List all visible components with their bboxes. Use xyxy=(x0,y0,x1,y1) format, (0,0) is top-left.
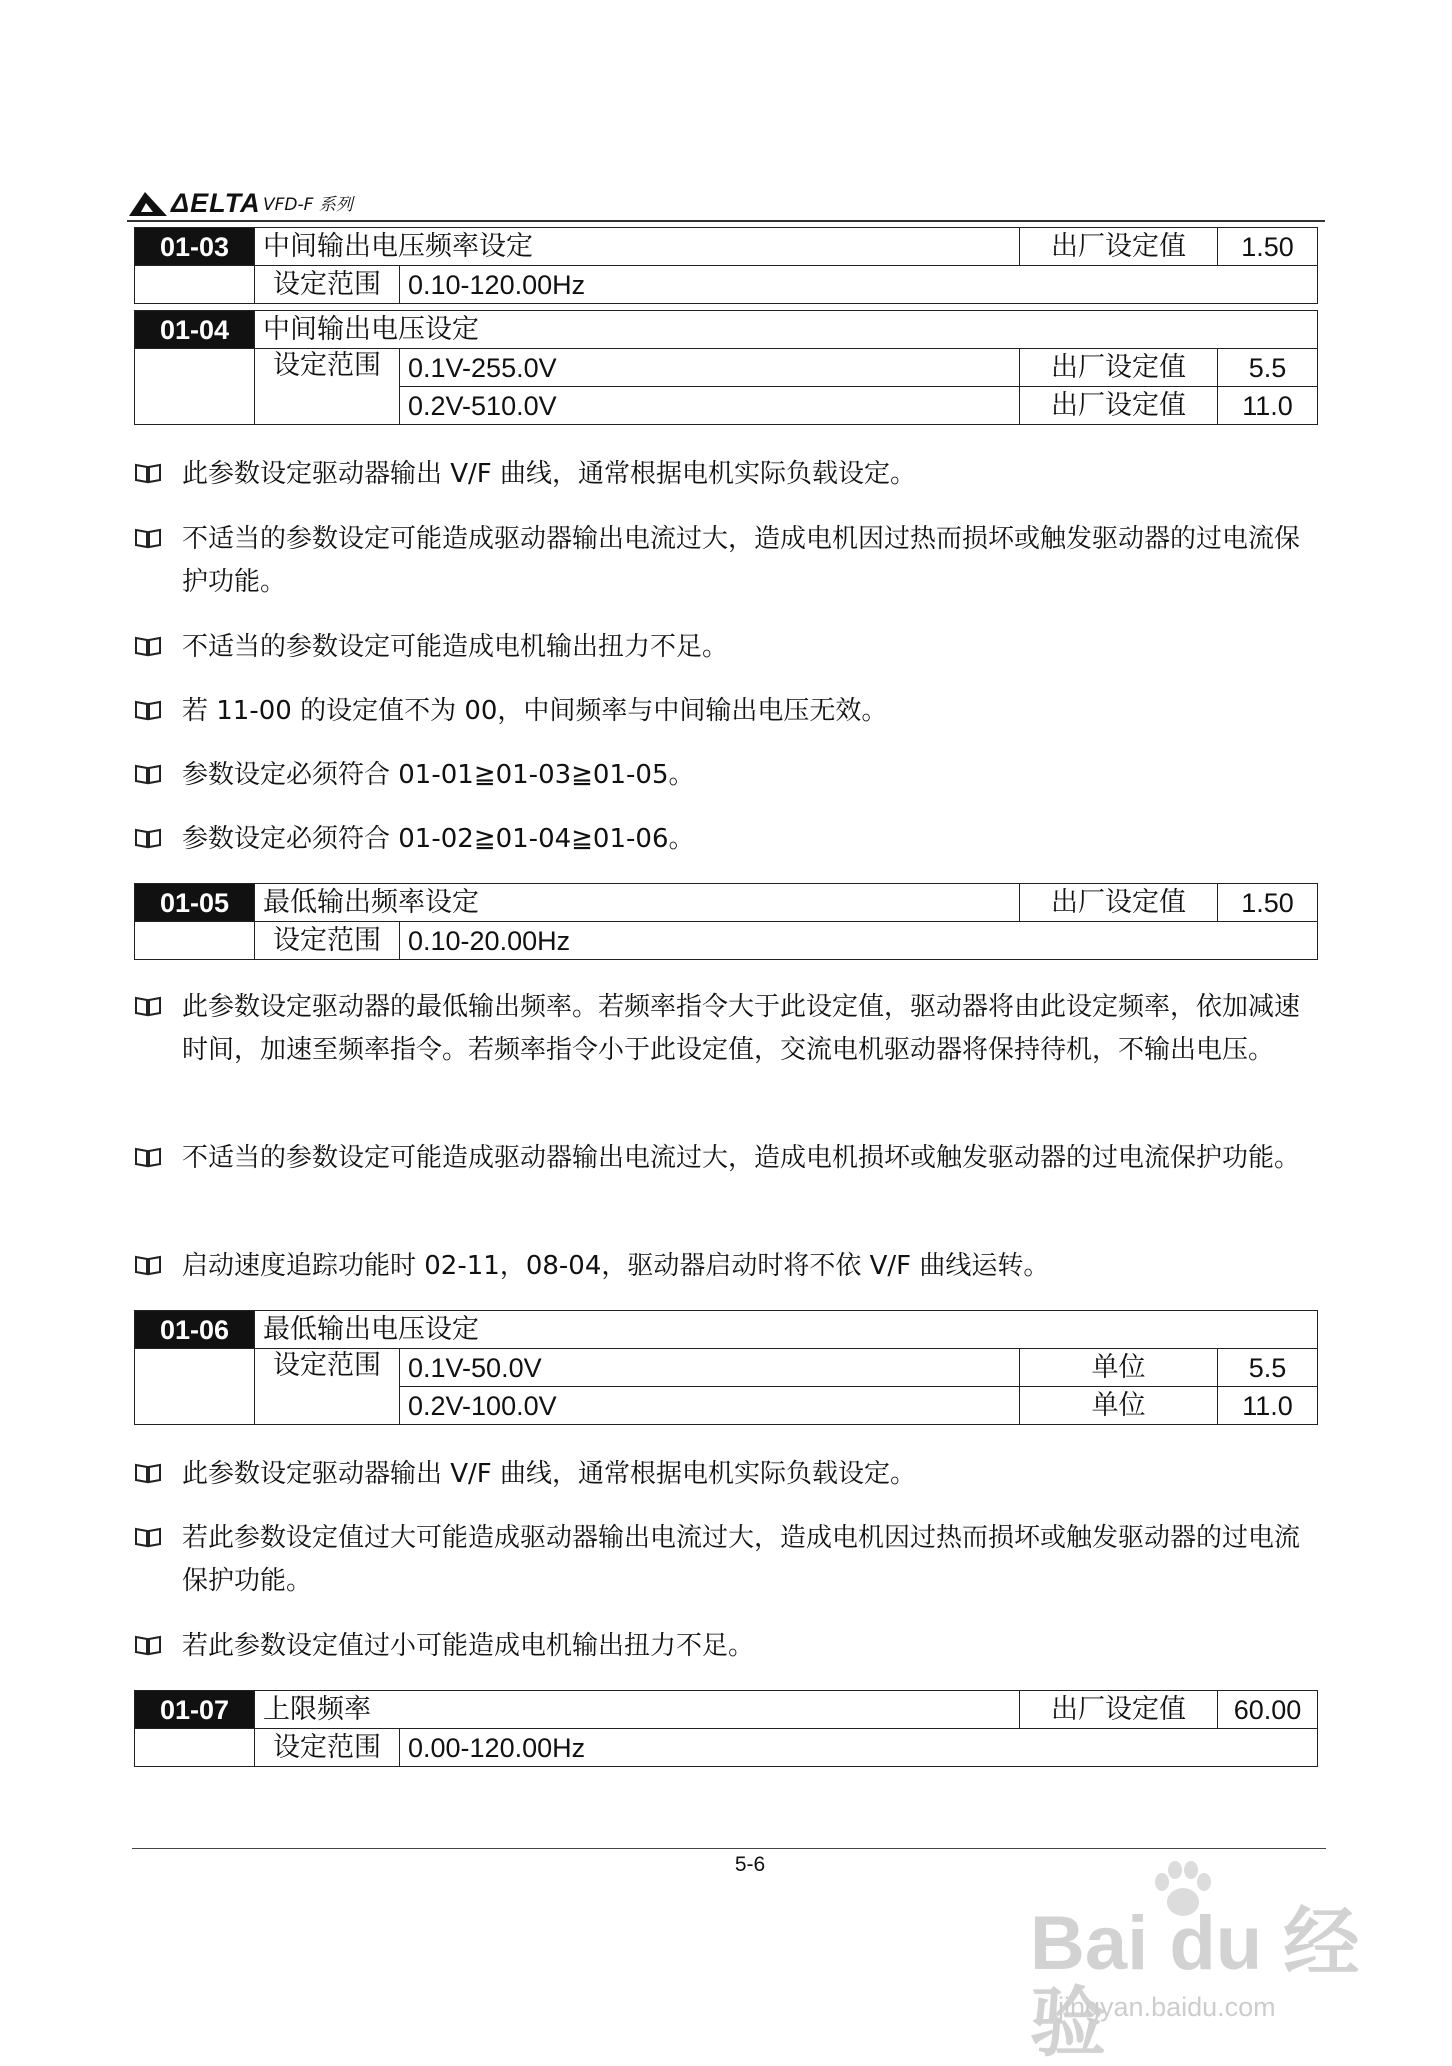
blank-cell xyxy=(135,349,255,425)
note-item: 启动速度追踪功能时 02-11，08-04，驱动器启动时将不依 V/F 曲线运转。 xyxy=(134,1245,1324,1288)
param-name: 中间输出电压设定 xyxy=(255,311,1318,349)
book-icon xyxy=(134,1253,162,1277)
factory-value: 1.50 xyxy=(1218,228,1318,266)
page-number: 5-6 xyxy=(734,1853,766,1876)
factory-label: 出厂设定值 xyxy=(1020,228,1218,266)
book-icon xyxy=(134,826,162,850)
note-item: 此参数设定驱动器输出 V/F 曲线，通常根据电机实际负载设定。 xyxy=(134,1453,1324,1496)
range-label: 设定范围 xyxy=(255,1729,400,1767)
watermark-sub: jingyan.baidu.com xyxy=(1058,1992,1276,2022)
factory-value: 60.00 xyxy=(1218,1691,1318,1729)
note-item: 参数设定必须符合 01-02≧01-04≧01-06。 xyxy=(134,818,1324,861)
param-table-01-07 xyxy=(134,1690,1318,1767)
unit-label: 单位 xyxy=(1020,1387,1218,1425)
book-icon xyxy=(134,1461,162,1485)
range-label: 设定范围 xyxy=(255,922,400,960)
range-value: 0.1V-50.0V xyxy=(400,1349,1020,1387)
book-icon xyxy=(134,461,162,485)
param-name: 最低输出电压设定 xyxy=(255,1311,1318,1349)
param-table-01-05 xyxy=(134,883,1318,960)
book-icon xyxy=(134,1145,162,1169)
blank-cell xyxy=(135,1349,255,1425)
factory-value: 5.5 xyxy=(1218,349,1318,387)
blank-cell xyxy=(135,266,255,304)
param-name: 中间输出电压频率设定 xyxy=(255,228,1020,266)
factory-value: 11.0 xyxy=(1218,387,1318,425)
factory-value: 1.50 xyxy=(1218,884,1318,922)
unit-value: 11.0 xyxy=(1218,1387,1318,1425)
book-icon xyxy=(134,526,162,550)
note-item: 参数设定必须符合 01-01≧01-03≧01-05。 xyxy=(134,754,1324,797)
note-item: 若此参数设定值过大可能造成驱动器输出电流过大，造成电机因过热而损坏或触发驱动器的过电流保护功能。 xyxy=(134,1517,1324,1603)
note-item: 若 11-00 的设定值不为 00，中间频率与中间输出电压无效。 xyxy=(134,690,1324,733)
unit-value: 5.5 xyxy=(1218,1349,1318,1387)
book-icon xyxy=(134,1633,162,1657)
note-item: 此参数设定驱动器输出 V/F 曲线，通常根据电机实际负载设定。 xyxy=(134,453,1324,496)
param-name: 最低输出频率设定 xyxy=(255,884,1020,922)
page-header xyxy=(127,188,1325,220)
param-code: 01-04 xyxy=(135,311,255,349)
range-value: 0.10-20.00Hz xyxy=(400,922,1318,960)
blank-cell xyxy=(135,922,255,960)
param-table-01-03 xyxy=(134,227,1318,304)
param-code: 01-05 xyxy=(135,884,255,922)
factory-label: 出厂设定值 xyxy=(1020,884,1218,922)
param-code: 01-07 xyxy=(135,1691,255,1729)
unit-label: 单位 xyxy=(1020,1349,1218,1387)
factory-label: 出厂设定值 xyxy=(1020,349,1218,387)
book-icon xyxy=(134,762,162,786)
watermark-main: Bai du 经验 xyxy=(1030,1901,1360,2066)
delta-logo-icon xyxy=(127,190,169,218)
watermark xyxy=(1030,1860,1360,2066)
note-item: 若此参数设定值过小可能造成电机输出扭力不足。 xyxy=(134,1625,1324,1668)
book-icon xyxy=(134,698,162,722)
note-item: 不适当的参数设定可能造成驱动器输出电流过大，造成电机损坏或触发驱动器的过电流保护功能。 xyxy=(134,1137,1324,1180)
param-code: 01-03 xyxy=(135,228,255,266)
note-item: 不适当的参数设定可能造成电机输出扭力不足。 xyxy=(134,626,1324,669)
note-item: 不适当的参数设定可能造成驱动器输出电流过大，造成电机因过热而损坏或触发驱动器的过电流保护功能。 xyxy=(134,518,1324,604)
brand-name: ΔELTA xyxy=(171,188,261,218)
book-icon xyxy=(134,634,162,658)
range-value: 0.00-120.00Hz xyxy=(400,1729,1318,1767)
range-label: 设定范围 xyxy=(255,266,400,304)
param-table-01-06 xyxy=(134,1310,1318,1425)
note-item: 此参数设定驱动器的最低输出频率。若频率指令大于此设定值，驱动器将由此设定频率，依加减速时间，加速至频率指令。若频率指令小于此设定值，交流电机驱动器将保持待机，不输出电压。 xyxy=(134,986,1324,1072)
factory-label: 出厂设定值 xyxy=(1020,1691,1218,1729)
range-label: 设定范围 xyxy=(255,349,400,425)
book-icon xyxy=(134,994,162,1018)
footer-rule xyxy=(132,1848,1326,1849)
range-value: 0.1V-255.0V xyxy=(400,349,1020,387)
param-name: 上限频率 xyxy=(255,1691,1020,1729)
blank-cell xyxy=(135,1729,255,1767)
factory-label: 出厂设定值 xyxy=(1020,387,1218,425)
range-value: 0.2V-510.0V xyxy=(400,387,1020,425)
range-value: 0.10-120.00Hz xyxy=(400,266,1318,304)
param-table-01-04 xyxy=(134,310,1318,425)
param-code: 01-06 xyxy=(135,1311,255,1349)
range-value: 0.2V-100.0V xyxy=(400,1387,1020,1425)
header-rule xyxy=(127,220,1325,222)
book-icon xyxy=(134,1525,162,1549)
series-label: VFD-F 系列 xyxy=(263,195,353,215)
range-label: 设定范围 xyxy=(255,1349,400,1425)
